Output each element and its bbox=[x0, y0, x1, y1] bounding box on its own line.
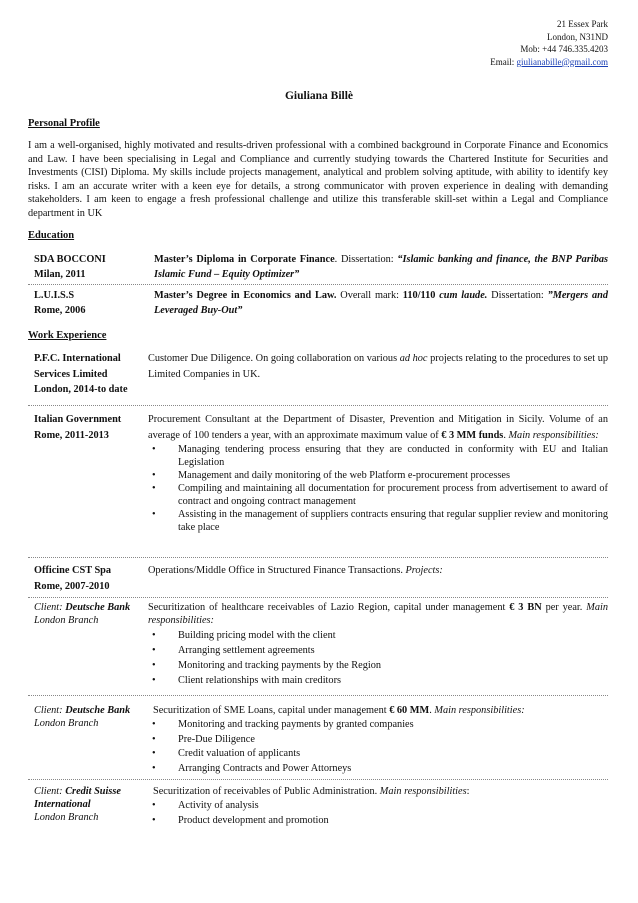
divider bbox=[28, 284, 608, 285]
client-name: Client: Credit Suisse International bbox=[34, 786, 121, 810]
client-branch: London Branch bbox=[34, 812, 99, 823]
list-item: • Monitoring and tracking payments by granted companies bbox=[148, 718, 608, 733]
job-description: Procurement Consultant at the Department of Disaster, Prevention and Mitigation in Sicily. Volume of an average of 100 tenders a year, with an approximate maximum value of € 3 MM funds. Main responsibilities: • Managing tendering process ensuring that they are conducted in conformity with EU and Italian Legislation • Management and daily monitoring of the web Platform e-procurement processes • Compiling and maintaining all documentation for procurement process from advertisement to award of contract and ongoing contract management • Assisting in the management of suppliers contracts ensuring that regular supplier review and monitoring take place bbox=[148, 412, 608, 534]
school-name: SDA BOCCONI bbox=[34, 254, 106, 265]
degree-description: Master’s Diploma in Corporate Finance. Dissertation: “Islamic banking and finance, the BNP Paribas Islamic Fund – Equity Optimizer” bbox=[154, 254, 609, 280]
profile-text: I am a well-organised, highly motivated and results-driven professional with a combined background in Corporate Finance and Economics and Law. I have been specialising in Legal and Compliance and currently studying towards the Chartered Institute for Securities and Investments (CISI) Diploma. My skills include projects management, analytical and problem solving aptitude, with ability to identify key risks. I am an accurate writer with a keen eye for details, a strong communicator with proven experience in dealing with demanding stakeholders. I am keen to engage a fresh professional challenge and utilize this transferable skill-set within a Legal and Compliance department in UK bbox=[28, 140, 608, 219]
address-line1: 21 Essex Park bbox=[557, 19, 608, 29]
company-place: London, 2014-to date bbox=[34, 384, 128, 395]
list-item: • Client relationships with main creditors bbox=[148, 673, 608, 688]
job-description: Securitization of healthcare receivables of Lazio Region, capital under management € 3 BN per year. Main responsibilities: • Building pricing model with the client • Arranging settlement agreements • Monitoring and tracking payments by the Region • Client relationships with main creditors bbox=[148, 601, 608, 688]
divider bbox=[28, 557, 608, 558]
address-block bbox=[490, 18, 608, 68]
divider bbox=[28, 695, 608, 696]
dissertation-title: “Islamic banking and finance, the BNP Paribas Islamic Fund – Equity Optimizer” bbox=[154, 254, 609, 280]
mobile-number: Mob: +44 746.335.4203 bbox=[520, 44, 608, 55]
dissertation-title: ”Mergers and Leveraged Buy-Out” bbox=[154, 290, 608, 316]
address-line2: London, N31ND bbox=[547, 31, 608, 42]
list-item: • Credit valuation of applicants bbox=[148, 747, 608, 762]
list-item: • Arranging settlement agreements bbox=[148, 643, 608, 658]
list-item: • Compiling and maintaining all documentation for procurement process from advertisement to award of contract and ongoing contract management bbox=[148, 482, 608, 508]
school-place: Rome, 2006 bbox=[34, 305, 86, 316]
list-item: • Assisting in the management of suppliers contracts ensuring that regular supplier review and monitoring take place bbox=[148, 508, 608, 534]
school-name: L.U.I.S.S bbox=[34, 290, 75, 301]
company-name: Officine CST Spa bbox=[34, 565, 112, 576]
divider bbox=[28, 597, 608, 598]
degree-description: Master’s Degree in Economics and Law. Overall mark: 110/110 cum laude. Dissertation: ”Mergers and Leveraged Buy-Out” bbox=[154, 290, 608, 316]
list-item: • Product development and promotion bbox=[148, 814, 608, 829]
company-place: Rome, 2007-2010 bbox=[34, 581, 110, 592]
client-branch: London Branch bbox=[34, 718, 99, 729]
school-place: Milan, 2011 bbox=[34, 269, 86, 280]
job-description: Customer Due Diligence. On going collaboration on various ad hoc projects relating to the procedures to set up Limited Companies in UK. bbox=[148, 353, 609, 380]
divider bbox=[28, 405, 608, 406]
company-name: Italian Government bbox=[34, 414, 122, 425]
responsibility-list bbox=[148, 628, 608, 688]
responsibility-list bbox=[148, 799, 608, 828]
job-description: Securitization of receivables of Public Administration. Main responsibilities: • Activity of analysis • Product development and promotion bbox=[148, 785, 608, 828]
list-item: • Management and daily monitoring of the web Platform e-procurement processes bbox=[148, 469, 608, 482]
list-item: • Building pricing model with the client bbox=[148, 628, 608, 643]
section-heading-work: Work Experience bbox=[28, 330, 107, 341]
list-item: • Pre-Due Diligence bbox=[148, 733, 608, 748]
client-name: Client: Deutsche Bank bbox=[34, 602, 131, 613]
list-item: • Managing tendering process ensuring that they are conducted in conformity with EU and Italian Legislation bbox=[148, 443, 608, 469]
list-item: • Activity of analysis bbox=[148, 799, 608, 814]
degree-title: Master’s Diploma in Corporate Finance bbox=[154, 254, 335, 265]
responsibility-list bbox=[148, 443, 608, 534]
client-branch: London Branch bbox=[34, 615, 99, 626]
client-name: Client: Deutsche Bank bbox=[34, 705, 131, 716]
job-description: Securitization of SME Loans, capital under management € 60 MM. Main responsibilities: • Monitoring and tracking payments by granted companies • Pre-Due Diligence • Credit valuation of applicants • Arranging Contracts and Power Attorneys bbox=[148, 704, 608, 776]
email-link[interactable]: giulianabille@gmail.com bbox=[516, 56, 608, 67]
email-line bbox=[490, 56, 608, 69]
email-label: Email: bbox=[490, 56, 517, 67]
list-item: • Monitoring and tracking payments by the Region bbox=[148, 658, 608, 673]
degree-title: Master’s Degree in Economics and Law. bbox=[154, 290, 337, 301]
responsibility-list bbox=[148, 718, 608, 776]
list-item: • Arranging Contracts and Power Attorneys bbox=[148, 762, 608, 777]
section-heading-profile: Personal Profile bbox=[28, 118, 100, 129]
candidate-name: Giuliana Billè bbox=[284, 90, 354, 102]
section-heading-education: Education bbox=[28, 230, 75, 241]
company-name: P.F.C. International Services Limited bbox=[34, 353, 121, 380]
company-place: Rome, 2011-2013 bbox=[34, 429, 109, 441]
divider bbox=[28, 779, 608, 780]
final-mark: 110/110 bbox=[402, 290, 436, 301]
job-description: Operations/Middle Office in Structured Finance Transactions. Projects: bbox=[148, 565, 443, 576]
